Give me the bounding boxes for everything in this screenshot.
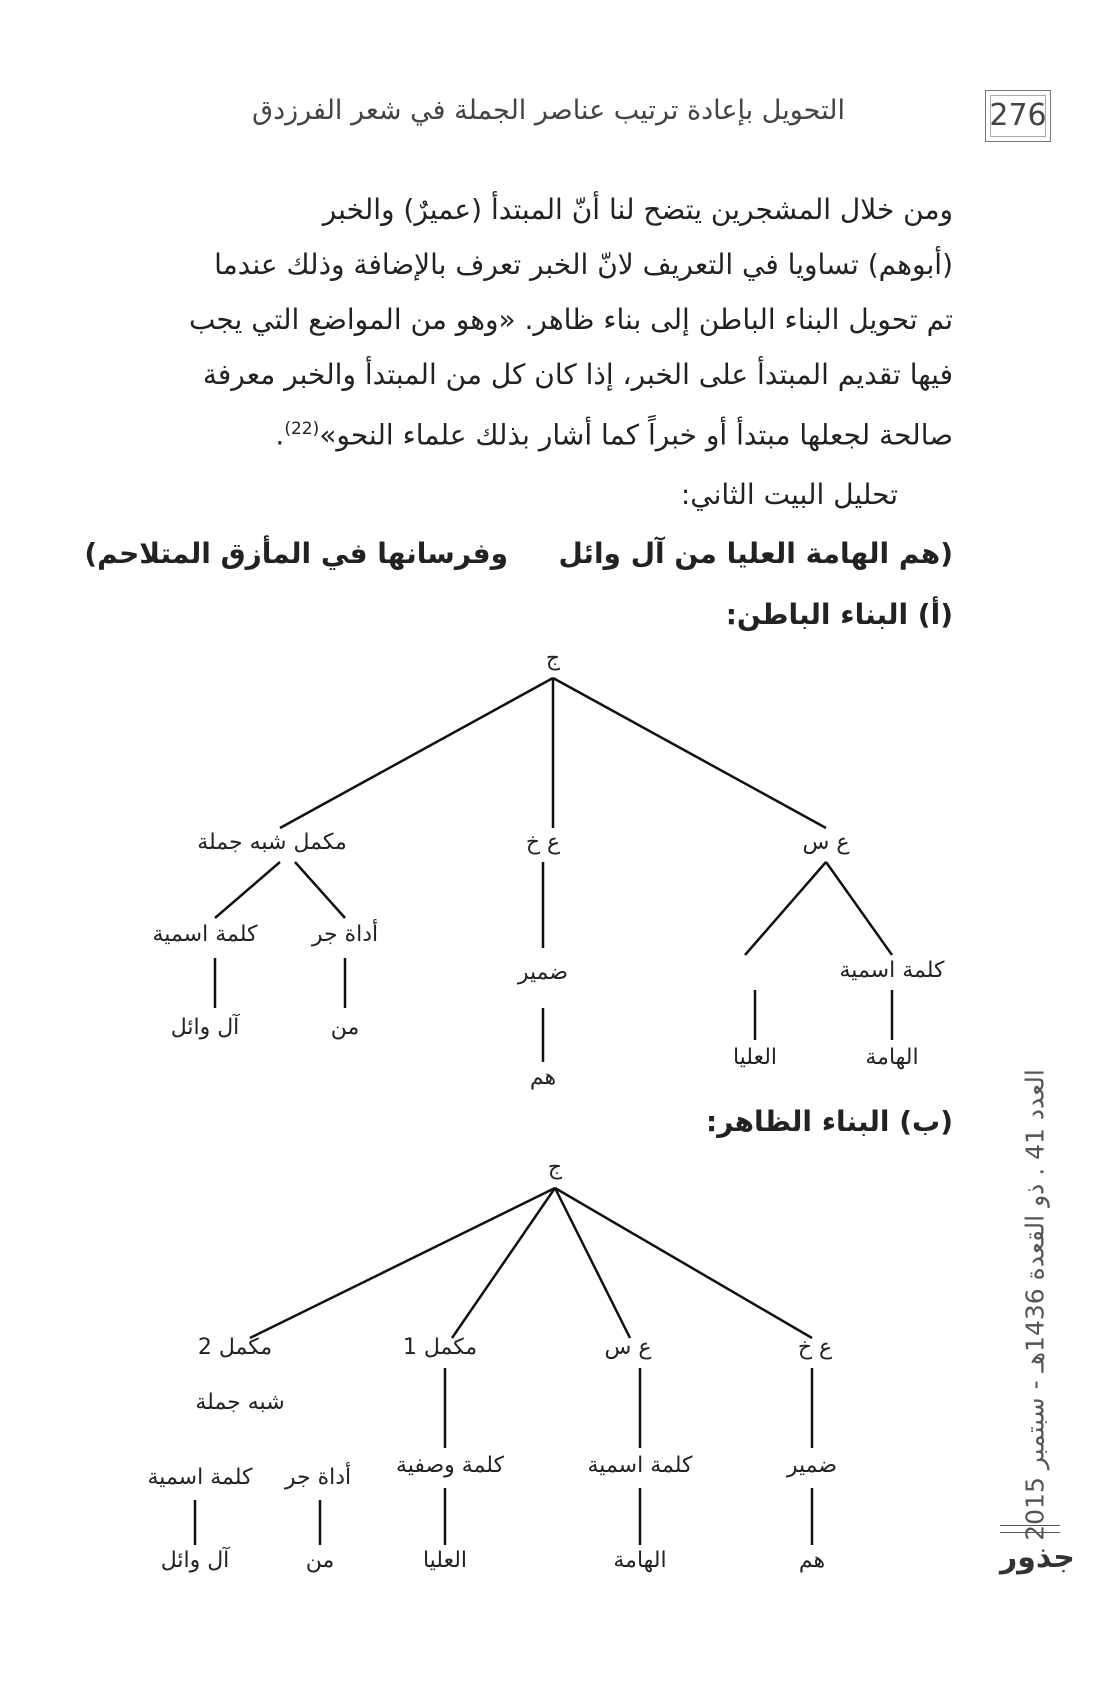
paragraph-line: تم تحويل البناء الباطن إلى بناء ظاهر. «وهو من المواضع التي يجب xyxy=(188,303,953,336)
surface-node-complement-2: مكمل 2 xyxy=(197,1335,273,1360)
deep-node-pronoun: ضمير xyxy=(517,960,569,985)
tree-edge xyxy=(826,862,892,955)
surface-node-noun-word: كلمة اسمية xyxy=(587,1453,693,1478)
issue-info: العدد 41 . ذو القعدة 1436هـ - سبتمبر 2015 xyxy=(1020,1069,1050,1541)
tree-edge xyxy=(452,1188,555,1338)
surface-node-predicate: ع خ xyxy=(797,1335,833,1360)
deep-node-complement: مكمل شبه جملة xyxy=(197,830,347,855)
paragraph-line: ومن خلال المشجرين يتضح لنا أنّ المبتدأ (عميرٌ) والخبر xyxy=(322,193,953,226)
deep-leaf-word: من xyxy=(330,1015,360,1040)
journal-logo: جذور xyxy=(1000,1540,1075,1575)
surface-node-pronoun: ضمير xyxy=(786,1453,838,1478)
running-header-title: التحويل بإعادة ترتيب عناصر الجملة في شعر الفرزدق xyxy=(252,95,845,126)
deep-node-noun-word: كلمة اسمية xyxy=(152,922,258,947)
surface-node-noun-word: كلمة اسمية xyxy=(147,1465,253,1490)
tree-edge xyxy=(280,678,553,828)
surface-leaf-word: الهامة xyxy=(613,1548,667,1573)
surface-node-preposition: أداة جر xyxy=(284,1465,352,1490)
deep-leaf-word: هم xyxy=(529,1065,557,1090)
deep-leaf-word: آل وائل xyxy=(170,1015,240,1040)
surface-node-phrase: شبه جملة xyxy=(195,1390,285,1415)
period: . xyxy=(275,418,285,452)
section-heading: تحليل البيت الثاني: xyxy=(680,478,898,511)
footnote-reference: (22) xyxy=(284,419,320,439)
surface-node-subject: ع س xyxy=(604,1335,652,1360)
surface-root: ج xyxy=(547,1155,563,1180)
deep-node-predicate: ع خ xyxy=(525,830,561,855)
deep-leaf-word: الهامة xyxy=(865,1045,919,1070)
tree-edge xyxy=(745,862,826,955)
paragraph-line: صالحة لجعلها مبتدأ أو خبراً كما أشار بذلك علماء النحو» xyxy=(319,418,953,452)
surface-node-adjective-word: كلمة وصفية xyxy=(395,1453,505,1478)
surface-leaf-word: آل وائل xyxy=(160,1548,230,1573)
deep-node-subject: ع س xyxy=(802,830,850,855)
surface-structure-title: (ب) البناء الظاهر: xyxy=(706,1105,953,1138)
verse-second-half: وفرسانها في المأزق المتلاحم) xyxy=(84,537,508,570)
surface-node-complement-1: مكمل 1 xyxy=(402,1335,478,1360)
issue-side-label xyxy=(1005,1060,1065,1550)
deep-structure-title: (أ) البناء الباطن: xyxy=(725,598,953,631)
tree-edge xyxy=(553,678,826,828)
paragraph-line: فيها تقديم المبتدأ على الخبر، إذا كان كل من المبتدأ والخبر معرفة xyxy=(202,358,953,391)
deep-leaf-word: العليا xyxy=(732,1045,778,1070)
page-number: 276 xyxy=(985,90,1051,142)
surface-leaf-word: من xyxy=(305,1548,335,1573)
surface-leaf-word: العليا xyxy=(422,1548,468,1573)
tree-edge xyxy=(250,1188,555,1338)
deep-root: ج xyxy=(545,646,561,671)
verse-first-half: (هم الهامة العليا من آل وائل xyxy=(558,537,953,570)
paragraph-line: (أبوهم) تساويا في التعريف لانّ الخبر تعرف بالإضافة وذلك عندما xyxy=(214,248,953,281)
tree-edge xyxy=(215,862,280,918)
surface-leaf-word: هم xyxy=(798,1548,826,1573)
tree-edge xyxy=(295,862,345,918)
deep-node-preposition: أداة جر xyxy=(311,922,379,947)
side-divider xyxy=(1000,1525,1060,1533)
deep-node-noun-word: كلمة اسمية xyxy=(839,958,945,983)
